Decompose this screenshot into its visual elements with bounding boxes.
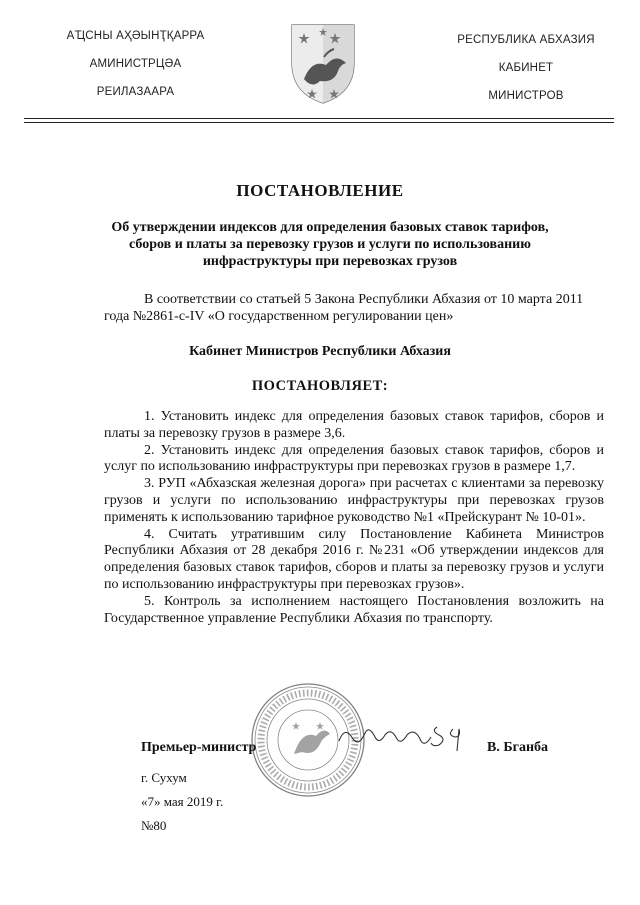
decree-item: 2. Установить индекс для определения базовых ставок тарифов, сборов и услуг по использованию инфраструктуры при перевозках грузов в размере 1,7. [104, 442, 604, 475]
header-right-line-3: МИНИСТРОВ [488, 90, 564, 102]
header-left-line-2: АМИНИСТРЦӘА [89, 58, 182, 70]
issuer-line: Кабинет Министров Республики Абхазия [189, 344, 451, 359]
document-title: ПОСТАНОВЛЕНИЕ [236, 181, 404, 200]
signatory-title: Премьер-министр [141, 740, 257, 755]
coat-of-arms-icon [290, 23, 356, 105]
preamble: В соответствии со статьей 5 Закона Республики Абхазия от 10 марта 2011 года №2861-с-IV «О государственном регулировании цен» [104, 292, 584, 324]
document-number: №80 [141, 818, 167, 833]
decree-item: 1. Установить индекс для определения базовых ставок тарифов, сборов и платы за перевозку грузов в размере 3,6. [104, 409, 604, 441]
signatory-name: В. Бганба [487, 740, 549, 755]
header-divider-thin [24, 122, 614, 123]
issue-city: г. Сухум [141, 770, 187, 785]
header-left-line-3: РЕИЛАЗААРА [96, 86, 175, 98]
decree-item: 5. Контроль за исполнением настоящего Постановления возложить на Государственное управление Республики Абхазия по транспорту. [104, 593, 604, 626]
decree-items [104, 409, 604, 627]
decree-item: 3. РУП «Абхазская железная дорога» при расчетах с клиентами за перевозку грузов и услуги по использованию инфраструктуры при перевозках грузов применять к использованию тарифное руководство №1 «Прейскурант № 10-01». [104, 476, 604, 525]
header-right-line-2: КАБИНЕТ [498, 62, 554, 74]
header-right-line-1: РЕСПУБЛИКА АБХАЗИЯ [457, 34, 595, 46]
issue-date: «7» мая 2019 г. [141, 794, 224, 809]
header-left-line-1: АҴСНЫ АҲӘЫНҬҚАРРА [66, 30, 205, 42]
decree-item: 4. Считать утратившим силу Постановление Кабинета Министров Республики Абхазия от 28 декабря 2016 г. №231 «Об утверждении индексов для определения базовых ставок тарифов, сборов и платы за перевозку грузов и услуги по использованию инфраструктуры при перевозках грузов». [104, 526, 604, 592]
decree-word: ПОСТАНОВЛЯЕТ: [251, 378, 389, 394]
document-subtitle: Об утверждении индексов для определения базовых ставок тарифов, сборов и платы за перевозку грузов и услуги по использованию инфраструктуры при перевозках грузов [111, 220, 549, 269]
header-divider-thick [24, 118, 614, 119]
handwritten-signature-icon [335, 717, 475, 757]
